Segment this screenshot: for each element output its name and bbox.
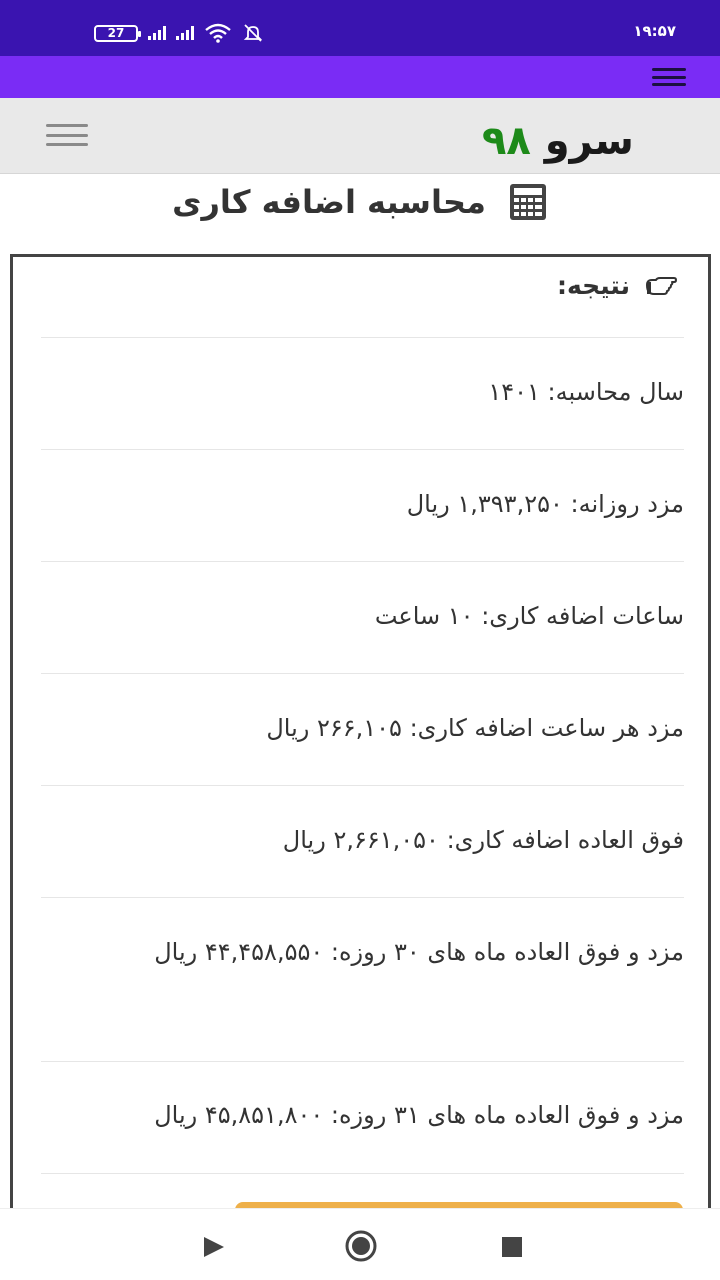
hand-pointing-icon <box>644 272 678 298</box>
divider <box>41 1173 684 1174</box>
result-row-overtime-pay: فوق العاده اضافه کاری: ۲,۶۶۱,۰۵۰ ریال <box>282 826 684 854</box>
back-icon[interactable] <box>200 1233 228 1261</box>
result-card <box>10 254 711 1214</box>
result-heading <box>557 269 678 301</box>
site-menu-icon[interactable] <box>46 124 88 146</box>
divider <box>41 1061 684 1062</box>
bell-off-icon <box>242 22 264 44</box>
battery-icon <box>94 25 138 42</box>
result-row-year: سال محاسبه: ۱۴۰۱ <box>488 378 684 406</box>
page-title: محاسبه اضافه کاری <box>172 183 486 221</box>
status-bar <box>0 0 720 56</box>
calculator-icon <box>508 182 548 222</box>
divider <box>41 449 684 450</box>
battery-level: 27 <box>107 25 125 40</box>
home-icon[interactable] <box>344 1229 378 1263</box>
system-nav-bar <box>0 1208 720 1280</box>
divider <box>41 561 684 562</box>
app-bar <box>0 56 720 98</box>
page-title-row <box>150 180 570 224</box>
divider <box>41 337 684 338</box>
recent-apps-icon[interactable] <box>498 1233 526 1261</box>
status-icons <box>94 22 264 44</box>
result-row-hourly-overtime: مزد هر ساعت اضافه کاری: ۲۶۶,۱۰۵ ریال <box>266 714 684 742</box>
logo-word: سرو <box>544 118 634 164</box>
wifi-icon <box>204 23 232 43</box>
signal-icon <box>148 26 166 40</box>
divider <box>41 897 684 898</box>
divider <box>41 673 684 674</box>
result-row-31-day-total: مزد و فوق العاده ماه های ۳۱ روزه: ۴۵,۸۵۱,۸۰۰ ریال <box>154 1101 684 1129</box>
result-row-overtime-hours: ساعات اضافه کاری: ۱۰ ساعت <box>374 602 684 630</box>
signal-icon-2 <box>176 26 194 40</box>
hamburger-menu-icon[interactable] <box>652 68 686 86</box>
status-clock: ۱۹:۵۷ <box>633 22 676 40</box>
result-row-30-day-total: مزد و فوق العاده ماه های ۳۰ روزه: ۴۴,۴۵۸,۵۵۰ ریال <box>154 938 684 966</box>
result-row-daily-wage: مزد روزانه: ۱,۳۹۳,۲۵۰ ریال <box>406 490 684 518</box>
result-heading-text: نتیجه: <box>557 270 630 300</box>
divider <box>41 785 684 786</box>
logo-number: ۹۸ <box>482 118 531 164</box>
site-logo[interactable] <box>482 118 634 164</box>
